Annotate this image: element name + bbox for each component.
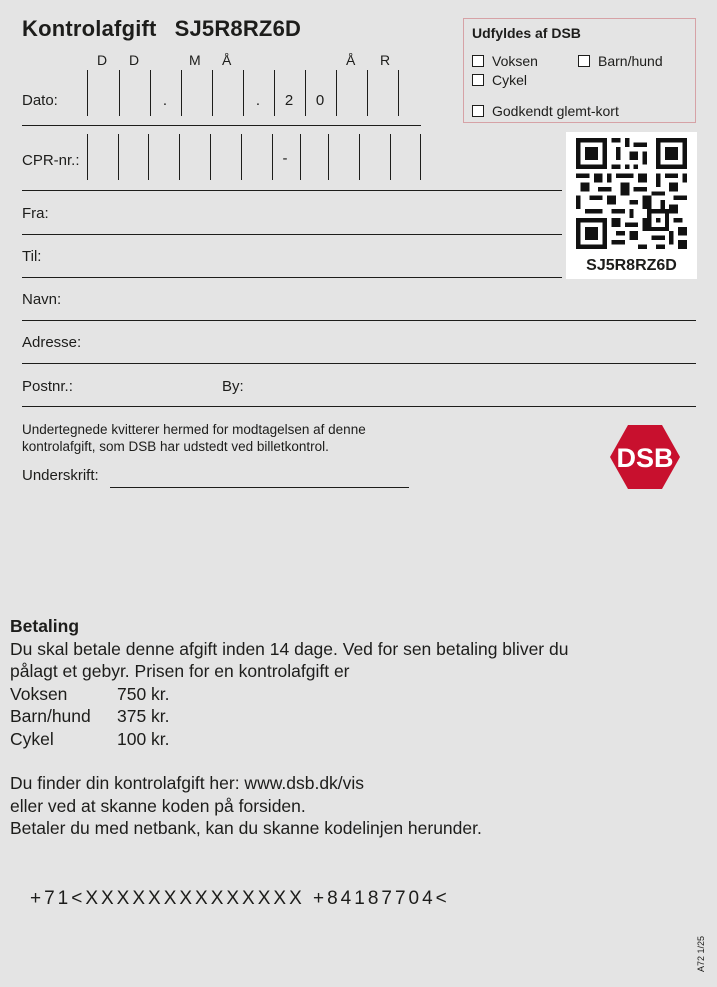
- form-title: [22, 16, 301, 42]
- date-underline: [22, 125, 421, 126]
- price-value: 750 kr.: [117, 683, 170, 704]
- postnr-label: Postnr.:: [22, 378, 73, 395]
- signature-text: [22, 421, 366, 455]
- signature-label: Underskrift:: [22, 467, 99, 484]
- payment-text: pålagt et gebyr. Prisen for en kontrolafgift er: [10, 661, 350, 681]
- price-value: 100 kr.: [117, 728, 170, 749]
- checkbox-label: Godkendt glemt-kort: [492, 103, 619, 119]
- fra-line[interactable]: [22, 234, 562, 235]
- date-label: Dato:: [22, 92, 58, 109]
- payment-info: Du finder din kontrolafgift her: www.dsb.dk/vis: [10, 773, 365, 793]
- signature-text-line: Undertegnede kvitterer hermed for modtagelsen af denne: [22, 422, 366, 437]
- checkbox-voksen[interactable]: [472, 53, 538, 69]
- payment-section: [10, 615, 568, 840]
- date-header-a2: Å: [346, 52, 357, 68]
- checkbox-square-icon[interactable]: [472, 105, 484, 117]
- adresse-line[interactable]: [22, 363, 696, 364]
- signature-line[interactable]: [110, 487, 409, 488]
- price-value: 375 kr.: [117, 706, 170, 726]
- postnr-line[interactable]: [22, 406, 696, 407]
- price-row: [10, 705, 568, 728]
- form-reference: A72 1/25: [696, 935, 706, 972]
- dsb-logo-text: DSB: [616, 443, 674, 473]
- title-text: Kontrolafgift: [22, 16, 157, 41]
- dsb-use-box: [463, 18, 696, 123]
- fra-label: Fra:: [22, 205, 49, 222]
- checkbox-label: Voksen: [492, 53, 538, 69]
- cpr-label: CPR-nr.:: [22, 152, 80, 169]
- title-code: SJ5R8RZ6D: [174, 16, 302, 41]
- date-header-r: R: [380, 52, 392, 68]
- price-name: Barn/hund: [10, 706, 91, 726]
- date-header-m: M: [189, 52, 202, 68]
- date-separator: .: [162, 92, 168, 109]
- checkbox-square-icon[interactable]: [472, 55, 484, 67]
- payment-info: Betaler du med netbank, kan du skanne kodelinjen herunder.: [10, 818, 482, 838]
- adresse-label: Adresse:: [22, 334, 82, 351]
- price-name: Voksen: [10, 683, 68, 704]
- cpr-underline: [22, 190, 562, 191]
- price-name: Cykel: [10, 728, 54, 749]
- payment-info: eller ved at skanne koden på forsiden.: [10, 795, 306, 816]
- date-header-d2: D: [129, 52, 141, 68]
- price-row: [10, 728, 568, 751]
- by-label: By:: [222, 378, 244, 395]
- date-input-cells[interactable]: [87, 70, 421, 116]
- navn-label: Navn:: [22, 291, 62, 308]
- checkbox-godkendt-glemt-kort[interactable]: [472, 103, 619, 119]
- date-header-a1: Å: [222, 52, 233, 68]
- qr-code-label: SJ5R8RZ6D: [586, 257, 677, 274]
- price-row: [10, 683, 568, 706]
- cpr-separator: -: [282, 150, 288, 167]
- dsb-logo-icon: [610, 425, 680, 489]
- signature-text-line: kontrolafgift, som DSB har udstedt ved billetkontrol.: [22, 439, 329, 454]
- checkbox-label: Barn/hund: [598, 53, 663, 69]
- til-label: Til:: [22, 248, 42, 265]
- payment-text: Du skal betale denne afgift inden 14 dage. Ved for sen betaling bliver du: [10, 638, 569, 659]
- qr-code-panel: [566, 132, 697, 279]
- cpr-input-cells[interactable]: [87, 134, 421, 180]
- payment-heading: Betaling: [10, 616, 80, 636]
- payment-codeline: +71<XXXXXXXXXXXXXX +84187704<: [30, 888, 450, 909]
- date-header-d1: D: [97, 52, 109, 68]
- checkbox-square-icon[interactable]: [578, 55, 590, 67]
- year-digit-2: 2: [284, 92, 294, 109]
- date-separator: .: [255, 92, 261, 109]
- dsb-box-heading: Udfyldes af DSB: [472, 25, 581, 41]
- checkbox-cykel[interactable]: [472, 72, 527, 88]
- checkbox-label: Cykel: [492, 72, 528, 88]
- navn-line[interactable]: [22, 320, 696, 321]
- checkbox-barn-hund[interactable]: [578, 53, 663, 69]
- til-line[interactable]: [22, 277, 562, 278]
- year-digit-0: 0: [315, 92, 325, 109]
- checkbox-square-icon[interactable]: [472, 74, 484, 86]
- qr-code-icon: [576, 138, 687, 249]
